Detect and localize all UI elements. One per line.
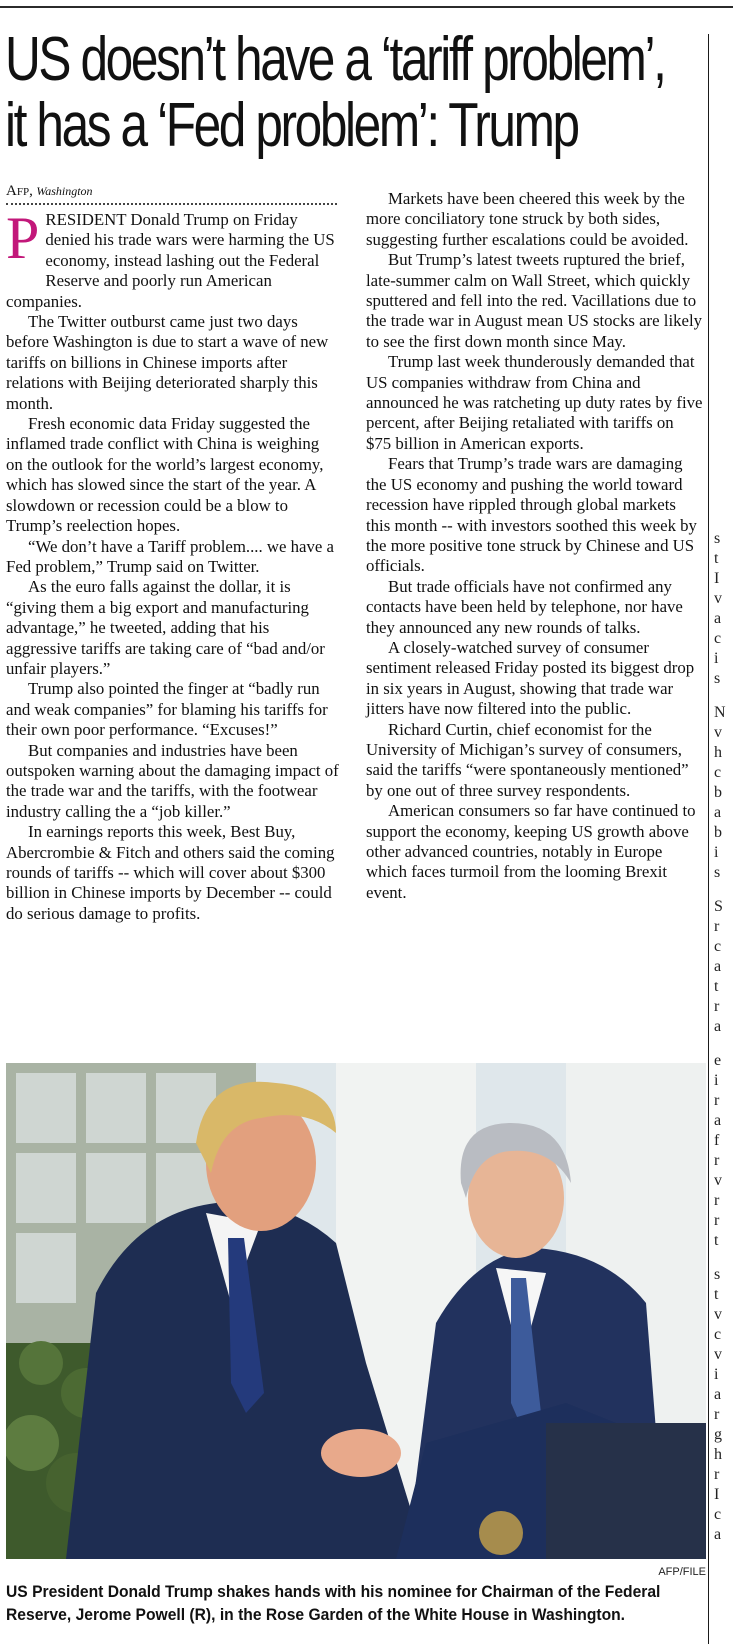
headline-line-2: it has a ‘Fed problem’: Trump	[5, 91, 578, 160]
lead-paragraph	[6, 205, 340, 312]
fragment-letter: v	[714, 724, 722, 741]
fragment-letter: h	[714, 1446, 722, 1463]
fragment-letter: r	[714, 1152, 720, 1169]
top-rule	[0, 6, 733, 8]
fragment-letter: t	[714, 1232, 719, 1249]
photo-caption	[6, 1580, 661, 1626]
fragment-letter: s	[714, 864, 721, 881]
headline	[5, 25, 665, 160]
fragment-letter: t	[714, 1286, 719, 1303]
fragment-letter: r	[714, 1466, 720, 1483]
fragment-letter: r	[714, 1092, 720, 1109]
fragment-letter: N	[714, 704, 726, 721]
fragment-letter: s	[714, 670, 721, 687]
fragment-letter: b	[714, 784, 722, 801]
fragment-letter: i	[714, 844, 719, 861]
article-column-2	[366, 189, 703, 903]
fragment-letter: a	[714, 1018, 722, 1035]
fragment-letter: v	[714, 1172, 722, 1189]
paragraph: The Twitter outburst came just two days before Washington is due to start a wave of new tariffs on billions in Chinese imports after relations with Beijing deteriorated sharply this month.	[6, 312, 329, 413]
fragment-letter: i	[714, 1072, 719, 1089]
byline-dotted-rule	[6, 203, 337, 205]
fragment-letter: c	[714, 1506, 722, 1523]
fragment-letter: s	[714, 530, 721, 547]
photo-illustration	[6, 1063, 706, 1559]
paragraph: A closely-watched survey of consumer sentiment released Friday posted its biggest drop in six years in August, showing that trade war jitters have now filtered into the public.	[366, 637, 695, 719]
paragraph: American consumers so far have continued to support the economy, keeping US growth above other advanced countries, notably in Europe which faces turmoil from the looming Brexit event.	[366, 801, 696, 902]
paragraph: But Trump’s latest tweets ruptured the brief, late-summer calm on Wall Street, which quickly sputtered and fell into the red. Vacillations due to the trade war in August mean US stocks are likely to see the first down month since May.	[366, 250, 703, 351]
photo-credit: AFP/FILE	[658, 1566, 706, 1578]
fragment-letter: a	[714, 804, 722, 821]
drop-cap: P	[6, 205, 40, 271]
fragment-letter: S	[714, 898, 723, 915]
fragment-letter: t	[714, 550, 719, 567]
byline-agency: Afp,	[6, 183, 33, 199]
caption-line-2: Reserve, Jerome Powell (R), in the Rose Garden of the White House in Washington.	[6, 1605, 626, 1624]
paragraph: But companies and industries have been outspoken warning about the damaging impact of the trade war and the tariffs, with the footwear industry calling the a “job killer.”	[6, 740, 339, 821]
paragraph: In earnings reports this week, Best Buy, Abercrombie & Fitch and others said the coming rounds of tariffs -- which will cover about $300 billion in Chinese imports by December -- could do serious damage to profits.	[6, 822, 335, 923]
headline-line-1: US doesn’t have a ‘tariff problem’,	[5, 25, 665, 94]
adjacent-column-fragment	[714, 530, 733, 1630]
article-column-1	[6, 205, 340, 924]
paragraph: Richard Curtin, chief economist for the University of Michigan’s survey of consumers, said the tariffs “were spontaneously mentioned” by one out of three survey respondents.	[366, 719, 689, 800]
fragment-letter: t	[714, 978, 719, 995]
paragraph: Fears that Trump’s trade wars are damaging the US economy and pushing the world toward recession have rippled through global markets this month -- with investors soothed this week by the more positive tone struck by Chinese and US officials.	[366, 454, 697, 576]
fragment-letter: b	[714, 824, 722, 841]
paragraph: But trade officials have not confirmed any contacts have been held by telephone, nor have they announced any new rounds of talks.	[366, 576, 683, 637]
fragment-letter: s	[714, 1266, 721, 1283]
fragment-letter: r	[714, 1212, 720, 1229]
byline	[6, 183, 93, 200]
fragment-letter: a	[714, 1386, 722, 1403]
byline-location: Washington	[36, 184, 93, 198]
paragraph: As the euro falls against the dollar, it is “giving them a big export and manufacturing advantage,” he tweeted, adding that his aggressive tariffs are taking care of “bad and/or unfair players.”	[6, 577, 325, 678]
fragment-letter: r	[714, 998, 720, 1015]
fragment-letter: i	[714, 1366, 719, 1383]
fragment-letter: f	[714, 1132, 720, 1149]
paragraph: Fresh economic data Friday suggested the inflamed trade conflict with China is weighing on the outlook for the world’s largest economy, which has slowed since the start of the year. A slowdown or recession could be a blow to Trump’s reelection hopes.	[6, 414, 324, 536]
fragment-letter: I	[714, 570, 720, 587]
paragraph: Trump last week thunderously demanded that US companies withdraw from China and announced he was ratcheting up duty rates by five percent, after Beijing retaliated with tariffs on $75 billion in American exports.	[366, 352, 703, 453]
caption-line-1: US President Donald Trump shakes hands with his nominee for Chairman of the Federal	[6, 1582, 661, 1601]
paragraph: “We don’t have a Tariff problem.... we have a Fed problem,” Trump said on Twitter.	[6, 536, 334, 576]
fragment-letter: a	[714, 610, 722, 627]
fragment-letter: r	[714, 1192, 720, 1209]
paragraph: Trump also pointed the finger at “badly run and weak companies” for blaming his tariffs for their own poor performance. “Excuses!”	[6, 679, 328, 740]
fragment-letter: i	[714, 650, 719, 667]
news-photo	[6, 1063, 706, 1559]
fragment-letter: r	[714, 918, 720, 935]
column-divider	[708, 34, 709, 1644]
fragment-letter: r	[714, 1406, 720, 1423]
fragment-letter: v	[714, 1306, 722, 1323]
fragment-letter: h	[714, 744, 722, 761]
fragment-letter: c	[714, 630, 722, 647]
paragraph: Markets have been cheered this week by the more conciliatory tone struck by both sides, suggesting further escalations could be avoided.	[366, 189, 689, 249]
fragment-letter: a	[714, 1112, 722, 1129]
fragment-letter: c	[714, 938, 722, 955]
fragment-letter: c	[714, 1326, 722, 1343]
fragment-letter: I	[714, 1486, 720, 1503]
fragment-letter: v	[714, 1346, 722, 1363]
fragment-letter: c	[714, 764, 722, 781]
fragment-letter: g	[714, 1426, 722, 1443]
fragment-letter: a	[714, 958, 722, 975]
fragment-letter: a	[714, 1526, 722, 1543]
lead-text: RESIDENT Donald Trump on Friday denied his trade wars were harming the US economy, instead lashing out the Federal Reserve and poorly run American companies.	[6, 210, 335, 311]
fragment-letter: v	[714, 590, 722, 607]
fragment-letter: e	[714, 1052, 722, 1069]
